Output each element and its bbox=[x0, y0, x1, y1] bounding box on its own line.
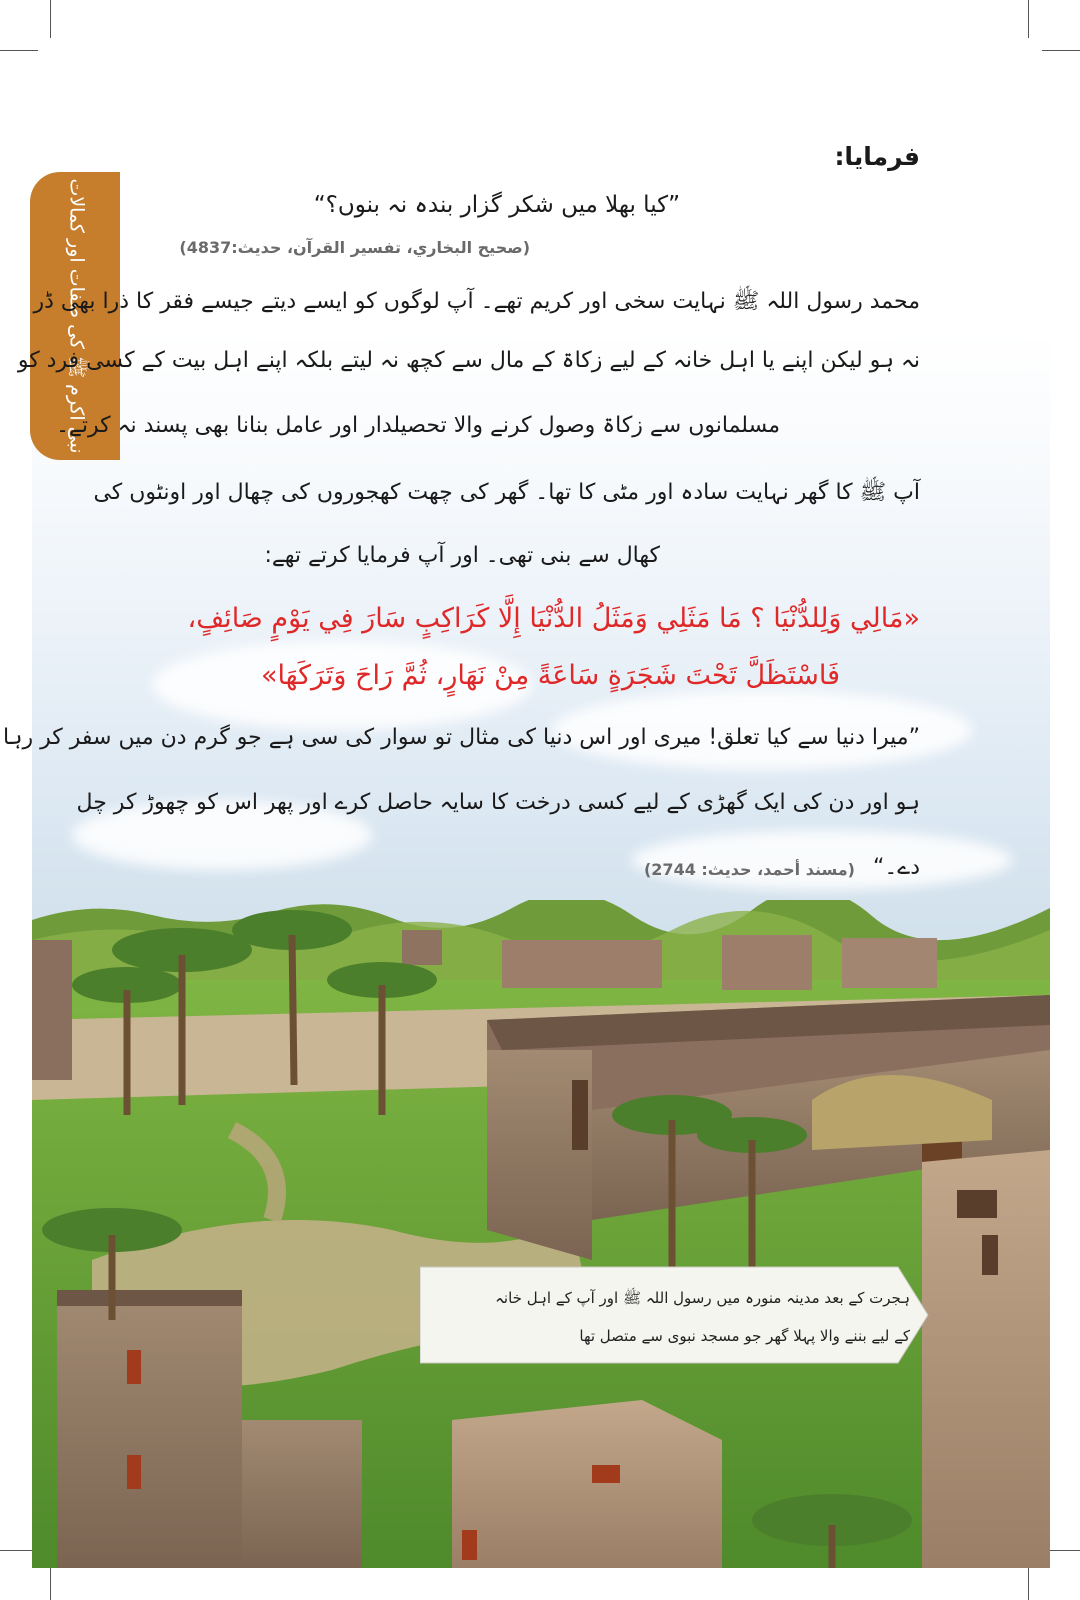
crop-mark bbox=[0, 50, 38, 51]
quote-1: ”کیا بھلا میں شکر گزار بندہ نہ بنوں؟“ bbox=[313, 192, 680, 218]
reference-1: (صحیح البخاري، تفسیر القرآن، حدیث:4837) bbox=[179, 238, 530, 257]
translation-line-2: ہو اور دن کی ایک گھڑی کے لیے کسی درخت کا سایہ حاصل کرے اور پھر اس کو چھوڑ کر چل bbox=[76, 790, 920, 815]
translation-line-1: ”میرا دنیا سے کیا تعلق! میری اور اس دنیا کی مثال تو سوار کی سی ہے جو گرم دن میں سفر کر رہا bbox=[2, 725, 920, 750]
reference-2: (مسند أحمد، حدیث: 2744) bbox=[643, 860, 855, 879]
caption-line-1: ہجرت کے بعد مدینہ منورہ میں رسول اللہ ﷺ اور آپ کے اہل خانہ bbox=[495, 1289, 910, 1307]
arabic-hadith-line-1: «مَالِي وَلِلدُّنْيَا ؟ مَا مَثَلِي وَمَثَلُ الدُّنْيَا إِلَّا كَرَاكِبٍ سَارَ فِي يَوْمٍ صَائِفٍ، bbox=[187, 603, 920, 634]
crop-mark bbox=[1028, 0, 1029, 38]
caption-line-2: کے لیے بننے والا پہلا گھر جو مسجد نبوی سے متصل تھا bbox=[579, 1327, 910, 1345]
paragraph-2-line-2: کھال سے بنی تھی۔ اور آپ فرمایا کرتے تھے: bbox=[264, 543, 660, 568]
heading: فرمایا: bbox=[834, 142, 920, 171]
paragraph-2-line-1: آپ ﷺ کا گھر نہایت سادہ اور مٹی کا تھا۔ گھر کی چھت کھجوروں کی چھال اور اونٹوں کی bbox=[93, 480, 920, 505]
arabic-hadith-line-2: فَاسْتَظَلَّ تَحْتَ شَجَرَةٍ سَاعَةً مِنْ نَهَارٍ، ثُمَّ رَاحَ وَتَرَكَهَا» bbox=[260, 660, 840, 691]
chapter-side-tab-label: نبی اکرم ﷺ کی صفات اور کمالات bbox=[66, 178, 88, 454]
paragraph-1-line-3: مسلمانوں سے زکاۃ وصول کرنے والا تحصیلدار اور عامل بنانا بھی پسند نہ کرتے۔ bbox=[56, 413, 780, 438]
paragraph-1-line-2: نہ ہو لیکن اپنے یا اہل خانہ کے لیے زکاۃ کے مال سے کچھ نہ لیتے بلکہ اپنے اہل بیت کے کسی فرد کو bbox=[17, 348, 920, 373]
madina-house-illustration bbox=[32, 900, 1050, 1568]
crop-mark bbox=[1042, 50, 1080, 51]
translation-line-3: دے۔“ bbox=[873, 855, 920, 880]
paragraph-1-line-1: محمد رسول اللہ ﷺ نہایت سخی اور کریم تھے۔ آپ لوگوں کو ایسے دیتے جیسے فقر کا ذرا بھی ڈر bbox=[33, 289, 920, 314]
crop-mark bbox=[50, 0, 51, 38]
illustration-caption bbox=[420, 1263, 930, 1368]
